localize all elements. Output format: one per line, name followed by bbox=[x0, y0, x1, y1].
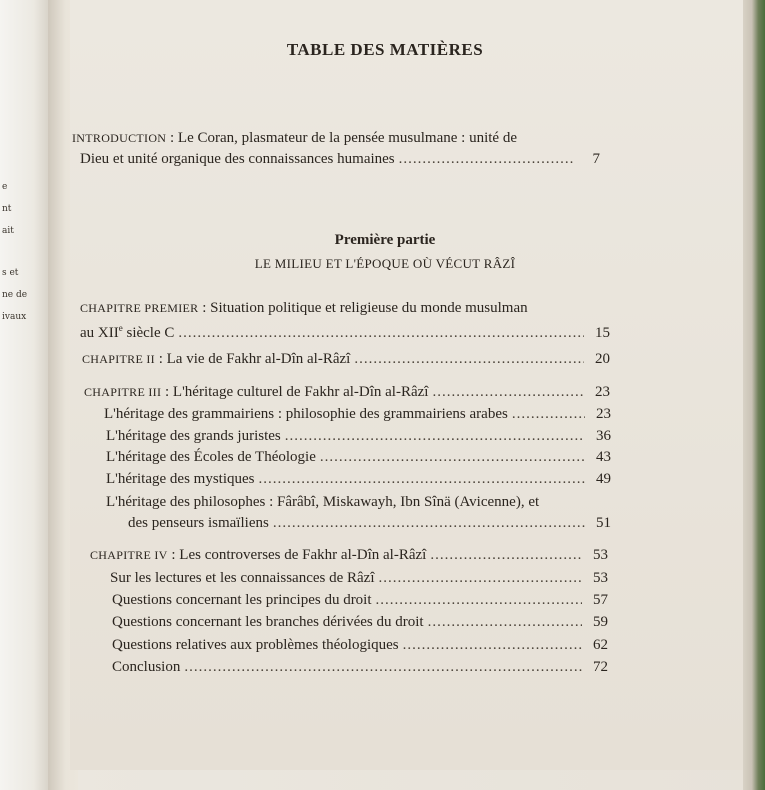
left-page-fragment: s et bbox=[2, 268, 19, 278]
entry-title: : L'héritage culturel de Fakhr al-Dîn al-Râzî bbox=[161, 384, 429, 400]
toc-section bbox=[106, 469, 611, 489]
page-title: TABLE DES MATIÈRES bbox=[286, 40, 484, 59]
leader-dots bbox=[432, 382, 584, 402]
page-number: 51 bbox=[596, 515, 611, 531]
leader-dots bbox=[512, 404, 585, 424]
section-title: Sur les lectures et les connaissances de Râzî bbox=[110, 570, 375, 586]
section-title: Conclusion bbox=[112, 659, 181, 675]
page-number: 53 bbox=[593, 547, 608, 563]
leader-dots bbox=[285, 426, 585, 446]
entry-label: INTRODUCTION bbox=[72, 131, 167, 145]
section-title: L'héritage des grammairiens : philosophie des grammairiens arabes bbox=[104, 406, 508, 422]
toc-entry-introduction bbox=[72, 128, 602, 148]
part-heading: Première partie bbox=[334, 232, 436, 248]
toc-entry-chapter3 bbox=[84, 382, 610, 402]
toc-section bbox=[106, 426, 611, 446]
page-number: 23 bbox=[595, 384, 610, 400]
toc-entry-chapter4 bbox=[90, 545, 608, 565]
entry-label: CHAPITRE III bbox=[84, 385, 162, 399]
section-title: L'héritage des grands juristes bbox=[106, 428, 281, 444]
toc-entry-chapter1-cont bbox=[80, 318, 610, 343]
entry-title-part: siècle C bbox=[122, 325, 175, 341]
toc-section bbox=[112, 612, 608, 632]
left-page-fragment: ne de bbox=[2, 290, 28, 300]
entry-title: : La vie de Fakhr al-Dîn al-Râzî bbox=[154, 351, 351, 367]
superscript: e bbox=[118, 323, 123, 333]
leader-dots bbox=[354, 349, 584, 369]
toc-page bbox=[70, 0, 750, 770]
section-title: L'héritage des mystiques bbox=[106, 471, 255, 487]
page-number: 49 bbox=[596, 471, 611, 487]
page-number: 72 bbox=[593, 659, 608, 675]
section-title: L'héritage des Écoles de Théologie bbox=[106, 449, 316, 465]
leader-dots bbox=[403, 635, 582, 655]
entry-label: CHAPITRE PREMIER bbox=[80, 301, 199, 315]
section-title: Questions relatives aux problèmes théologiques bbox=[112, 637, 399, 653]
page-number: 15 bbox=[595, 325, 610, 341]
section-title-line1: L'héritage des philosophes : Fârâbî, Miskawayh, Ibn Sînä (Avicenne), et bbox=[106, 494, 540, 510]
entry-title-line1: : Le Coran, plasmateur de la pensée musulmane : unité de bbox=[166, 130, 517, 146]
toc-section bbox=[112, 635, 608, 655]
part-subtitle: LE MILIEU ET L'ÉPOQUE OÙ VÉCUT RÂZÎ bbox=[254, 256, 516, 271]
background-edge bbox=[743, 0, 765, 790]
toc-section bbox=[106, 447, 611, 467]
entry-label: CHAPITRE IV bbox=[90, 548, 168, 562]
section-title: Questions concernant les principes du droit bbox=[112, 592, 372, 608]
entry-title: : Les controverses de Fakhr al-Dîn al-Râzî bbox=[167, 547, 427, 563]
leader-dots bbox=[320, 447, 585, 467]
page-number: 7 bbox=[592, 151, 600, 167]
page-number: 62 bbox=[593, 637, 608, 653]
left-page-fragment: nt bbox=[2, 204, 12, 214]
left-page-edge bbox=[0, 0, 48, 790]
toc-section bbox=[104, 404, 611, 424]
section-title-line2: des penseurs ismaïliens bbox=[128, 515, 269, 531]
toc-section bbox=[112, 657, 608, 677]
page-number: 57 bbox=[593, 592, 608, 608]
page-number: 36 bbox=[596, 428, 611, 444]
leader-dots bbox=[428, 612, 582, 632]
section-title: Questions concernant les branches dérivées du droit bbox=[112, 614, 424, 630]
leader-dots bbox=[399, 149, 574, 169]
toc-section-philosophes bbox=[106, 492, 611, 512]
entry-text bbox=[72, 128, 517, 148]
toc-entry-chapter1 bbox=[80, 298, 620, 318]
toc-entry-chapter2 bbox=[82, 349, 610, 369]
leader-dots bbox=[376, 590, 582, 610]
leader-dots bbox=[379, 568, 583, 588]
entry-label: CHAPITRE II bbox=[82, 352, 155, 366]
left-page-fragment: e bbox=[2, 182, 8, 192]
entry-title-line1: : Situation politique et religieuse du monde musulman bbox=[198, 300, 528, 316]
leader-dots bbox=[259, 469, 586, 489]
entry-title-line2: Dieu et unité organique des connaissances humaines bbox=[80, 151, 395, 167]
leader-dots bbox=[273, 513, 585, 533]
page-number: 23 bbox=[596, 406, 611, 422]
leader-dots bbox=[184, 657, 582, 677]
page-number: 53 bbox=[593, 570, 608, 586]
left-page-fragment: ivaux bbox=[2, 312, 27, 322]
leader-dots bbox=[430, 545, 582, 565]
page-number: 59 bbox=[593, 614, 608, 630]
toc-section bbox=[112, 590, 608, 610]
toc-section bbox=[110, 568, 608, 588]
leader-dots bbox=[178, 323, 584, 343]
toc-section-philosophes-cont bbox=[128, 513, 611, 533]
toc-entry-introduction-cont bbox=[80, 149, 600, 169]
page-number: 43 bbox=[596, 449, 611, 465]
entry-title-part: au XII bbox=[80, 325, 119, 341]
entry-title-line2 bbox=[80, 318, 174, 343]
left-page-fragment: ait bbox=[2, 226, 14, 236]
page-number: 20 bbox=[595, 351, 610, 367]
